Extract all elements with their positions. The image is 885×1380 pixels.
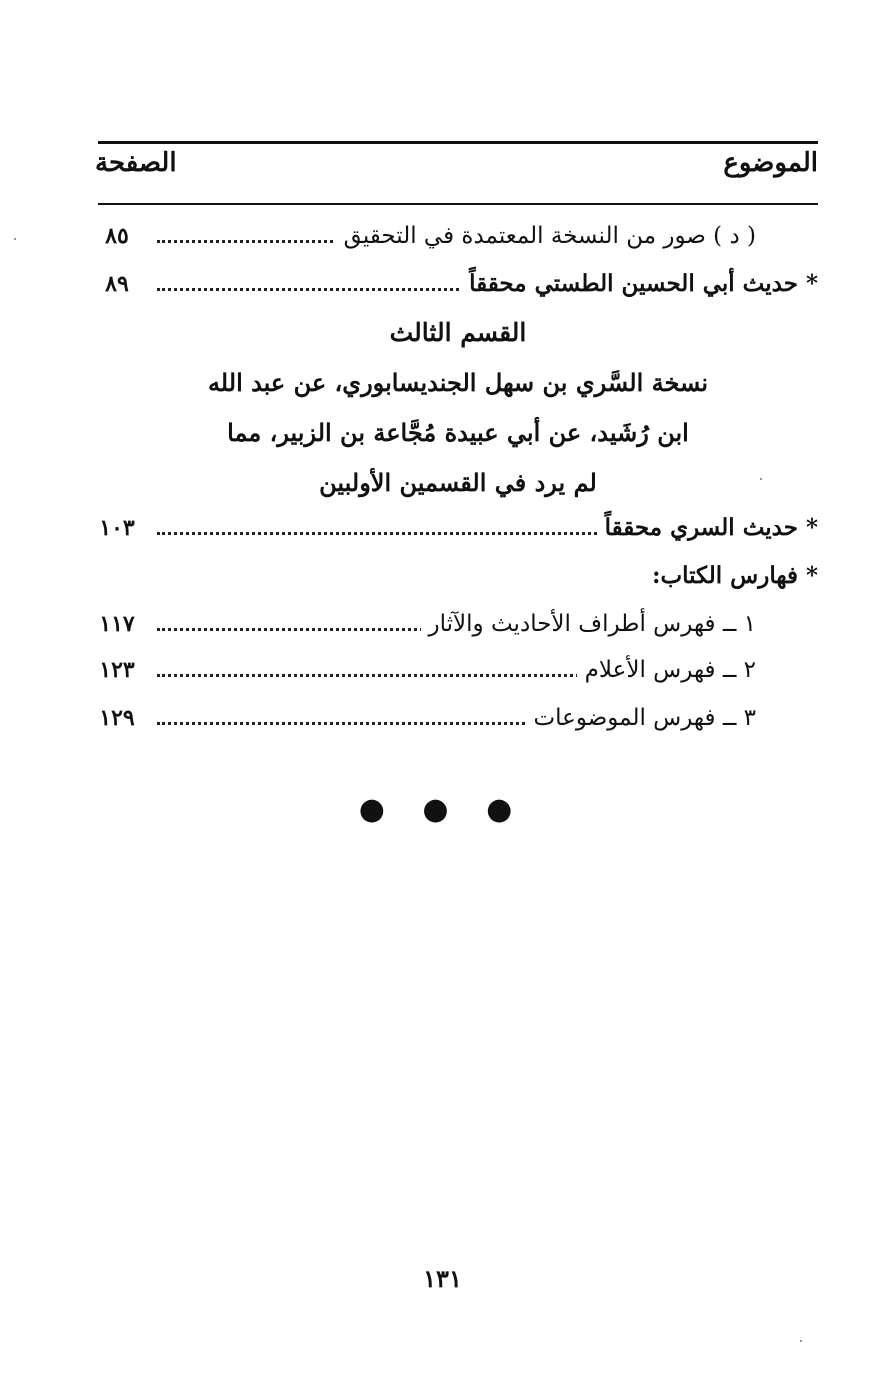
entry-title: ١ ــ فهرس أطراف الأحاديث والآثار bbox=[421, 604, 756, 644]
indexes-heading-text: فهارس الكتاب: bbox=[651, 562, 798, 589]
entry-title bbox=[597, 508, 818, 548]
entry-title: ٢ ــ فهرس الأعلام bbox=[577, 650, 756, 690]
scan-speck bbox=[800, 1340, 802, 1342]
indexes-heading-row bbox=[95, 556, 818, 596]
toc-entry bbox=[95, 264, 818, 304]
topic-column-header: الموضوع bbox=[723, 148, 818, 178]
star-bullet: * bbox=[805, 514, 818, 541]
toc-entry bbox=[95, 650, 818, 690]
indexes-heading bbox=[644, 556, 818, 596]
section-description-line-2: ابن رُشَيد، عن أبي عبيدة مُجَّاعة بن الزبير، مما bbox=[227, 418, 689, 447]
scan-speck bbox=[14, 238, 16, 240]
entry-title-text: حديث أبي الحسين الطستي محققاً bbox=[469, 270, 798, 297]
end-ornament: ● ● ● bbox=[358, 792, 527, 827]
star-bullet: * bbox=[805, 562, 818, 589]
scan-speck bbox=[760, 478, 762, 480]
entry-title: ( د ) صور من النسخة المعتمدة في التحقيق bbox=[336, 216, 756, 256]
entry-page-number: ٨٥ bbox=[105, 223, 129, 249]
entry-page-number: ١٢٣ bbox=[99, 657, 135, 683]
entry-page-number: ٨٩ bbox=[105, 271, 129, 297]
star-bullet: * bbox=[805, 270, 818, 297]
toc-entry bbox=[95, 216, 818, 256]
entry-page-number: ١٠٣ bbox=[99, 515, 135, 541]
section-description-line-3: لم يرد في القسمين الأولبين bbox=[319, 468, 597, 497]
entry-page-number: ١٢٩ bbox=[99, 705, 135, 731]
toc-entry bbox=[95, 508, 818, 548]
toc-entry bbox=[95, 604, 818, 644]
entry-title-text: حديث السري محققاً bbox=[604, 514, 798, 541]
entry-title bbox=[461, 264, 818, 304]
toc-entry bbox=[95, 698, 818, 738]
page-column-header: الصفحة bbox=[95, 148, 177, 178]
header-top-rule bbox=[98, 141, 818, 144]
header-bottom-rule bbox=[98, 203, 818, 205]
section-description-line-1: نسخة السَّري بن سهل الجنديسابوري، عن عبد الله bbox=[207, 368, 709, 397]
entry-page-number: ١١٧ bbox=[99, 611, 135, 637]
page-number: ١٣١ bbox=[423, 1264, 462, 1293]
entry-title: ٣ ــ فهرس الموضوعات bbox=[525, 698, 756, 738]
section-heading: القسم الثالث bbox=[389, 318, 527, 347]
